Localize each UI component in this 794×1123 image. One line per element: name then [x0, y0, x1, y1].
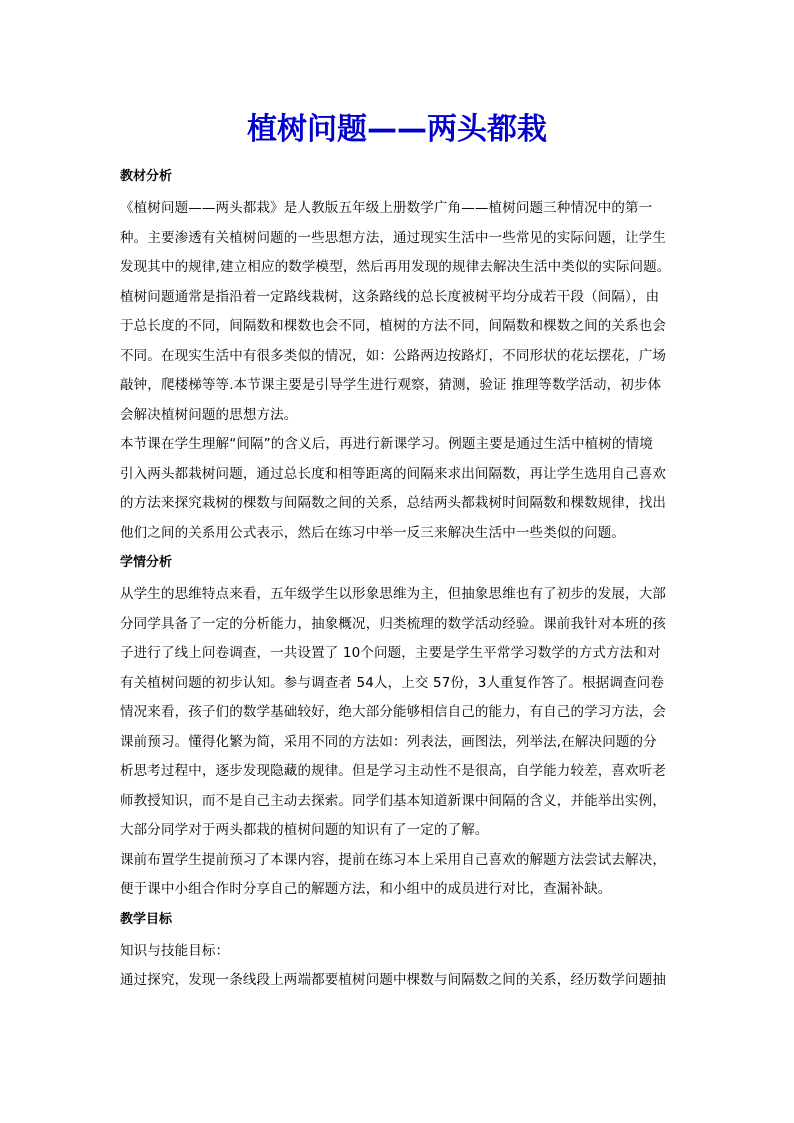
- paragraph: [120, 430, 674, 548]
- paragraph-line: 便于课中小组合作时分享自己的解题方法，和小组中的成员进行对比，查漏补缺。: [120, 881, 612, 897]
- paragraph-line: 课前布置学生提前预习了本课内容，提前在练习本上采用自己喜欢的解题方法尝试去解决，: [120, 851, 666, 868]
- paragraph-line: 课前预习。懂得化繁为简，采用不同的方法如：列表法，画图法，列举法,在解决问题的分: [120, 733, 657, 750]
- paragraph-line: 子进行了线上问卷调查，一共设置了 10个问题，主要是学生平常学习数学的方式方法和对: [120, 645, 661, 661]
- paragraph-line: 情况来看，孩子们的数学基础较好，绝大部分能够相信自己的能力，有自己的学习方法，会: [120, 704, 666, 720]
- document-title: 植树问题——两头都栽: [247, 112, 547, 147]
- section-heading: 教学目标: [120, 911, 173, 927]
- paragraph-line: 引入两头都栽树问题，通过总长度和相等距离的间隔来求出间隔数，再让学生选用自己喜欢: [120, 465, 666, 482]
- paragraph-line: 的方法来探究栽树的棵数与间隔数之间的关系，总结两头都栽树时间隔数和棵数规律，找出: [120, 495, 666, 511]
- paragraph-line: 敲钟，爬楼梯等等.本节课主要是引导学生进行观察，猜测，验证 推理等数学活动，初步体: [120, 377, 662, 393]
- paragraph-line: 《植树问题——两头都栽》是人教版五年级上册数学广角——植树问题三种情况中的第一: [120, 200, 653, 216]
- paragraph-line: 种。主要渗透有关植树问题的一些思想方法，通过现实生活中一些常见的实际问题，让学生: [120, 229, 666, 246]
- paragraph-line: 他们之间的关系用公式表示，然后在练习中举一反三来解决生活中一些类似的问题。: [120, 524, 626, 541]
- paragraph-line: 分同学具备了一定的分析能力，抽象概况，归类梳理的数学活动经验。课前我针对本班的孩: [120, 615, 666, 632]
- section-heading: 教材分析: [120, 169, 173, 184]
- paragraph-line: 知识与技能目标：: [120, 942, 230, 959]
- paragraph-line: 会解决植树问题的思想方法。: [120, 406, 298, 423]
- paragraph: [120, 846, 674, 905]
- paragraph: [120, 194, 674, 430]
- paragraph: [120, 580, 674, 846]
- paragraph-line: 大部分同学对于两头都栽的植树问题的知识有了一定的了解。: [120, 822, 489, 838]
- paragraph-line: 从学生的思维特点来看，五年级学生以形象思维为主，但抽象思维也有了初步的发展，大部: [120, 586, 666, 602]
- paragraph: [120, 937, 674, 967]
- section-gap: [120, 996, 674, 1000]
- paragraph-line: 本节课在学生理解“间隔”的含义后，再进行新课学习。例题主要是通过生活中植树的情境: [120, 436, 653, 452]
- paragraph-line: 通过探究，发现一条线段上两端都要植树问题中棵数与间隔数之间的关系，经历数学问题抽: [120, 972, 666, 988]
- paragraph-line: 不同。在现实生活中有很多类似的情况，如：公路两边按路灯，不同形状的花坛摆花，广场: [120, 347, 666, 364]
- paragraph-line: 发现其中的规律,建立相应的数学模型，然后再用发现的规律去解决生活中类似的实际问题。: [120, 259, 671, 275]
- paragraph: [120, 966, 674, 996]
- section-heading: 学情分析: [120, 555, 173, 570]
- paragraph-line: 师教授知识，而不是自己主动去探索。同学们基本知道新课中间隔的含义，并能举出实例，: [120, 792, 666, 809]
- paragraph-line: 于总长度的不同，间隔数和棵数也会不同，植树的方法不同，间隔数和棵数之间的关系也会: [120, 318, 666, 334]
- paragraph-line: 植树问题通常是指沿着一定路线栽树，这条路线的总长度被树平均分成若干段（间隔），由: [120, 288, 660, 305]
- paragraph-line: 析思考过程中，逐步发现隐藏的规律。但是学习主动性不是很高，自学能力较差，喜欢听老: [120, 763, 666, 779]
- paragraph-line: 有关植树问题的初步认知。参与调查者 54人，上交 57份，3人重复作答了。根据调查问卷: [120, 674, 664, 691]
- document-body: [120, 166, 674, 1000]
